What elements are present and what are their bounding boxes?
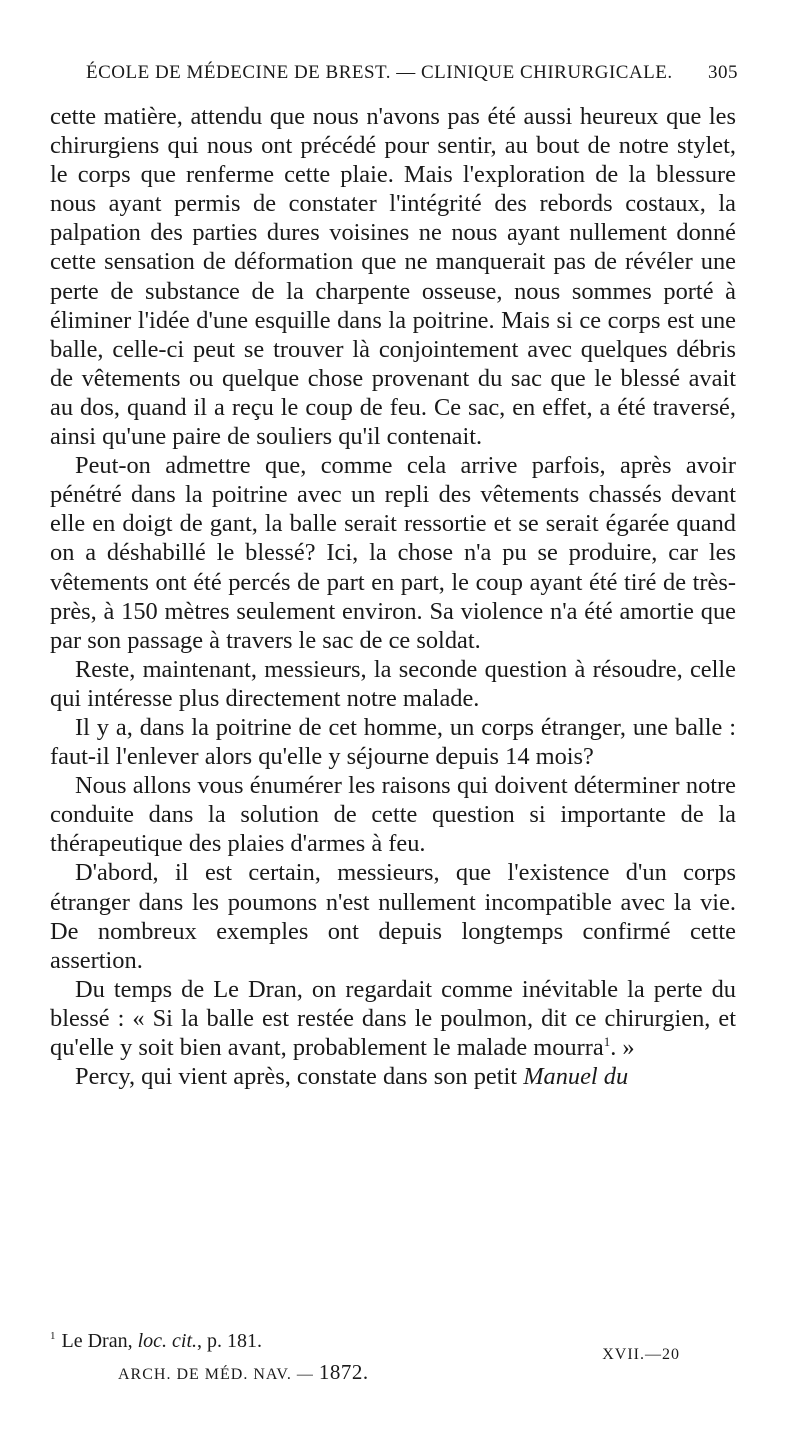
running-title: ÉCOLE DE MÉDECINE DE BREST. — CLINIQUE CHIRURGICALE.	[86, 62, 673, 83]
footnote-marker: 1	[50, 1330, 56, 1343]
paragraph-6: D'abord, il est certain, messieurs, que l'existence d'un corps étranger dans les poumons n'est nullement incompatible avec la vie. De nombreux exemples ont depuis longtemps confirmé cette assertion.	[50, 859, 736, 974]
archive-line	[118, 1360, 369, 1385]
paragraph-7-text: Du temps de Le Dran, on regardait comme inévitable la perte du blessé : « Si la balle est restée dans le poulmon, dit ce chirurgien, et qu'elle y soit bien avant, probablement le malade mourra	[50, 975, 736, 1061]
footnote-reference: 1	[603, 1033, 611, 1049]
paragraph-8-text: Percy, qui vient après, constate dans son petit	[75, 1063, 524, 1091]
running-header	[86, 62, 738, 84]
archive-year: 1872.	[318, 1360, 369, 1384]
paragraph-2: Peut-on admettre que, comme cela arrive parfois, après avoir pénétré dans la poitrine avec un repli des vêtements chassés devant elle en doigt de gant, la balle serait ressortie et se serait égarée quand on a déshabillé le blessé? Ici, la chose n'a pu se produire, car les vêtements ont été percés de part en part, le coup ayant été tiré de très-près, à 150 mètres seulement environ. Sa violence n'a été amortie que par son passage à travers le sac de ce soldat.	[50, 452, 736, 654]
paragraph-7	[50, 975, 736, 1062]
paragraph-8-italic: Manuel du	[523, 1063, 629, 1091]
paragraph-4: Il y a, dans la poitrine de cet homme, un corps étranger, une balle : faut-il l'enlever alors qu'elle y séjourne depuis 14 mois?	[50, 713, 736, 771]
footnote-citation: loc. cit.	[137, 1330, 198, 1352]
signature-mark: XVII.—20	[602, 1346, 680, 1363]
paragraph-3: Reste, maintenant, messieurs, la seconde question à résoudre, celle qui intéresse plus directement notre malade.	[50, 655, 736, 712]
footnote	[50, 1330, 262, 1353]
footnote-page: , p. 181.	[197, 1330, 263, 1352]
paragraph-5: Nous allons vous énumérer les raisons qui doivent déterminer notre conduite dans la solution de cette question si importante de la thérapeutique des plaies d'armes à feu.	[50, 772, 736, 858]
quote-close: . »	[610, 1034, 635, 1061]
archive-label: ARCH. DE MÉD. NAV. —	[118, 1366, 319, 1383]
paragraph-8	[50, 1062, 736, 1091]
paragraph-1: cette matière, attendu que nous n'avons pas été aussi heureux que les chirurgiens qui nous ont précédé pour sentir, au bout de notre stylet, le corps que renferme cette plaie. Mais l'exploration de la blessure nous ayant permis de constater l'intégrité des rebords costaux, la palpation des parties dures voisines ne nous ayant nullement donné cette sensation de déformation que ne manquerait pas de révéler une perte de substance de la charpente osseuse, nous sommes porté à éliminer l'idée d'une esquille dans la poitrine. Mais si ce corps est une balle, celle-ci peut se trouver là conjointement avec quelques débris de vêtements ou quelque chose provenant du sac que le blessé avait au dos, quand il a reçu le coup de feu. Ce sac, en effet, a été traversé, ainsi qu'une paire de souliers qu'il contenait.	[50, 103, 736, 451]
body-text	[50, 102, 736, 1091]
page-number: 305	[708, 62, 738, 83]
footnote-author: Le Dran,	[61, 1330, 138, 1352]
